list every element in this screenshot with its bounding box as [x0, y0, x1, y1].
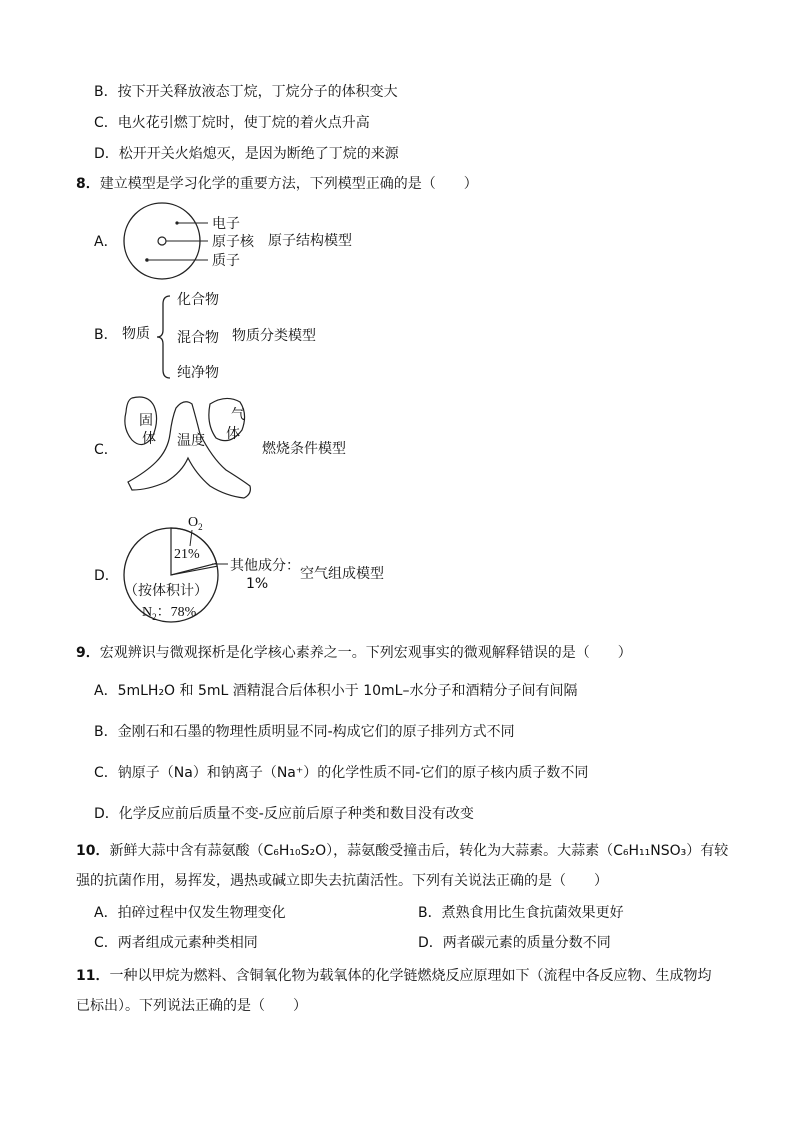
question-text: 一种以甲烷为燃料、含铜氧化物为载氧体的化学链燃烧反应原理如下（流程中各反应物、生成物均	[109, 968, 712, 984]
q10-option-a: A．拍碎过程中仅发生物理变化	[94, 905, 286, 921]
question-text: 新鲜大蒜中含有蒜氨酸（C₆H₁₀S₂O），蒜氨酸受撞击后，转化为大蒜素。大蒜素（C₆H₁₁NSO₃）有较	[109, 843, 729, 859]
combustion-center: 温度	[177, 433, 205, 449]
o2-percent: 21%	[174, 547, 200, 562]
question-9-stem	[76, 643, 632, 663]
atom-model-diagram	[120, 202, 220, 284]
classification-caption: 物质分类模型	[232, 328, 316, 344]
q10-option-d: D．两者碳元素的质量分数不同	[418, 935, 611, 951]
question-number: 11．	[76, 968, 110, 984]
option-d-prev: D．松开开关火焰熄灭，是因为断绝了丁烷的来源	[94, 146, 399, 162]
classification-item-pure: 纯净物	[177, 365, 219, 381]
combustion-left-top: 固	[139, 413, 153, 429]
o2-label: $O_2$	[188, 515, 203, 532]
question-text: 建立模型是学习化学的重要方法，下列模型正确的是（ ）	[99, 176, 478, 192]
option-d-letter: D．	[94, 568, 119, 584]
combustion-right-top: 气	[231, 407, 245, 423]
option-b-letter: B．	[94, 327, 118, 343]
atom-label-nucleus: 原子核	[212, 234, 254, 250]
option-a-letter: A．	[94, 234, 118, 250]
q9-option-b: B．金刚石和石墨的物理性质明显不同-构成它们的原子排列方式不同	[94, 724, 515, 740]
question-number: 8．	[76, 176, 100, 192]
q9-option-c: C．钠原子（Na）和钠离子（Na⁺）的化学性质不同-它们的原子核内质子数不同	[94, 765, 589, 781]
option-b-prev: B．按下开关释放液态丁烷，丁烷分子的体积变大	[94, 84, 398, 100]
option-c-prev: C．电火花引燃丁烷时，使丁烷的着火点升高	[94, 115, 370, 131]
combustion-caption: 燃烧条件模型	[262, 441, 346, 457]
classification-item-mixture: 混合物	[177, 330, 219, 346]
q10-option-b: B．煮熟食用比生食抗菌效果更好	[418, 905, 624, 921]
other-components-percent: 1%	[246, 576, 269, 592]
other-components-label: 其他成分：	[230, 558, 300, 574]
question-8-stem	[76, 174, 478, 194]
option-c-letter: C．	[94, 442, 118, 458]
atom-label-electron: 电子	[212, 216, 240, 232]
classification-root: 物质	[122, 326, 150, 342]
question-number: 10．	[76, 843, 110, 859]
by-volume-label: （按体积计）	[124, 583, 208, 599]
question-10-stem-line1	[76, 841, 728, 861]
brace-icon	[154, 294, 174, 380]
question-11-stem-line1	[76, 966, 711, 986]
combustion-right-bottom: 体	[226, 426, 240, 442]
question-10-stem-line2: 强的抗菌作用，易挥发，遇热或碱立即失去抗菌活性。下列有关说法正确的是（ ）	[76, 873, 608, 889]
q9-option-d: D．化学反应前后质量不变-反应前后原子种类和数目没有改变	[94, 806, 474, 822]
air-composition-caption: 空气组成模型	[300, 566, 384, 582]
question-11-stem-line2: 已标出）。下列说法正确的是（ ）	[76, 998, 307, 1014]
pie-slice-other	[171, 566, 217, 575]
question-text: 宏观辨识与微观探析是化学核心素养之一。下列宏观事实的微观解释错误的是（ ）	[99, 645, 632, 661]
q10-option-c: C．两者组成元素种类相同	[94, 935, 258, 951]
classification-item-compound: 化合物	[177, 292, 219, 308]
q9-option-a: A．5mLH₂O 和 5mL 酒精混合后体积小于 10mL–水分子和酒精分子间有间隔	[94, 683, 578, 699]
combustion-left-bottom: 体	[142, 431, 156, 447]
question-number: 9．	[76, 645, 100, 661]
atom-label-proton: 质子	[212, 253, 240, 269]
n2-label: $N_2$：78%	[142, 605, 197, 622]
atom-model-caption: 原子结构模型	[268, 233, 352, 249]
